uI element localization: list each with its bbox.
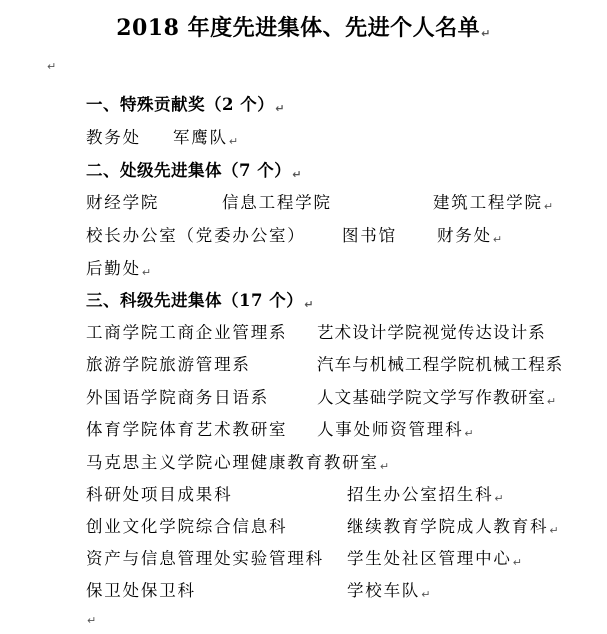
paragraph-mark-icon: ↵ — [481, 27, 491, 40]
list-item: 校长办公室（党委办公室） — [86, 226, 306, 245]
paragraph-mark-icon: ↵ — [87, 614, 97, 627]
list-item: 图书馆 — [342, 226, 397, 245]
paragraph-mark-icon: ↵ — [141, 266, 153, 279]
list-item: 招生办公室招生科↵ — [347, 485, 506, 505]
list-item: 马克思主义学院心理健康教育教研室↵ — [86, 453, 391, 473]
document-title: 2018 年度先进集体、先进个人名单↵ — [116, 15, 491, 41]
paragraph-mark-icon: ↵ — [464, 427, 476, 440]
paragraph-mark-icon: ↵ — [228, 135, 240, 148]
paragraph-mark-icon: ↵ — [379, 460, 391, 473]
paragraph-mark-icon: ↵ — [292, 168, 302, 181]
list-item: 教务处 — [86, 128, 141, 147]
list-item: 外国语学院商务日语系 — [86, 388, 269, 407]
paragraph-mark-icon: ↵ — [421, 588, 433, 601]
paragraph-mark-icon: ↵ — [47, 60, 57, 73]
list-item: 创业文化学院综合信息科 — [86, 517, 288, 536]
list-item: 学校车队↵ — [347, 581, 433, 601]
list-item: 体育学院体育艺术教研室 — [86, 420, 288, 439]
list-item: 保卫处保卫科 — [86, 581, 196, 600]
list-item: 汽车与机械工程学院机械工程系 — [317, 355, 564, 374]
paragraph-mark-icon: ↵ — [492, 233, 504, 246]
paragraph-mark-icon: ↵ — [512, 556, 524, 569]
paragraph-mark-icon: ↵ — [549, 524, 561, 537]
section-heading-section-collective: 三、科级先进集体（17 个）↵ — [86, 291, 314, 311]
list-item: 人事处师资管理科↵ — [317, 420, 476, 440]
section-heading-division-collective: 二、处级先进集体（7 个）↵ — [86, 161, 302, 181]
list-item: 财务处↵ — [437, 226, 504, 246]
list-item: 军鹰队↵ — [173, 128, 240, 148]
paragraph-mark-icon: ↵ — [543, 200, 555, 213]
list-item: 艺术设计学院视觉传达设计系 — [317, 323, 546, 342]
list-item: 人文基础学院文学写作教研室↵ — [317, 388, 558, 408]
list-item: 学生处社区管理中心↵ — [347, 549, 524, 569]
list-item: 后勤处↵ — [86, 259, 153, 279]
section-heading-special-contribution: 一、特殊贡献奖（2 个）↵ — [86, 95, 285, 115]
list-item: 旅游学院旅游管理系 — [86, 355, 251, 374]
paragraph-mark-icon: ↵ — [546, 395, 558, 408]
list-item: 信息工程学院 — [222, 193, 332, 212]
list-item: 资产与信息管理处实验管理科 — [86, 549, 324, 568]
paragraph-mark-icon: ↵ — [304, 298, 314, 311]
list-item: 继续教育学院成人教育科↵ — [347, 517, 561, 537]
list-item: 工商学院工商企业管理系 — [86, 323, 288, 342]
list-item: 科研处项目成果科 — [86, 485, 233, 504]
paragraph-mark-icon: ↵ — [275, 102, 285, 115]
paragraph-mark-icon: ↵ — [494, 492, 506, 505]
list-item: 财经学院 — [86, 193, 160, 212]
list-item: 建筑工程学院↵ — [433, 193, 555, 213]
